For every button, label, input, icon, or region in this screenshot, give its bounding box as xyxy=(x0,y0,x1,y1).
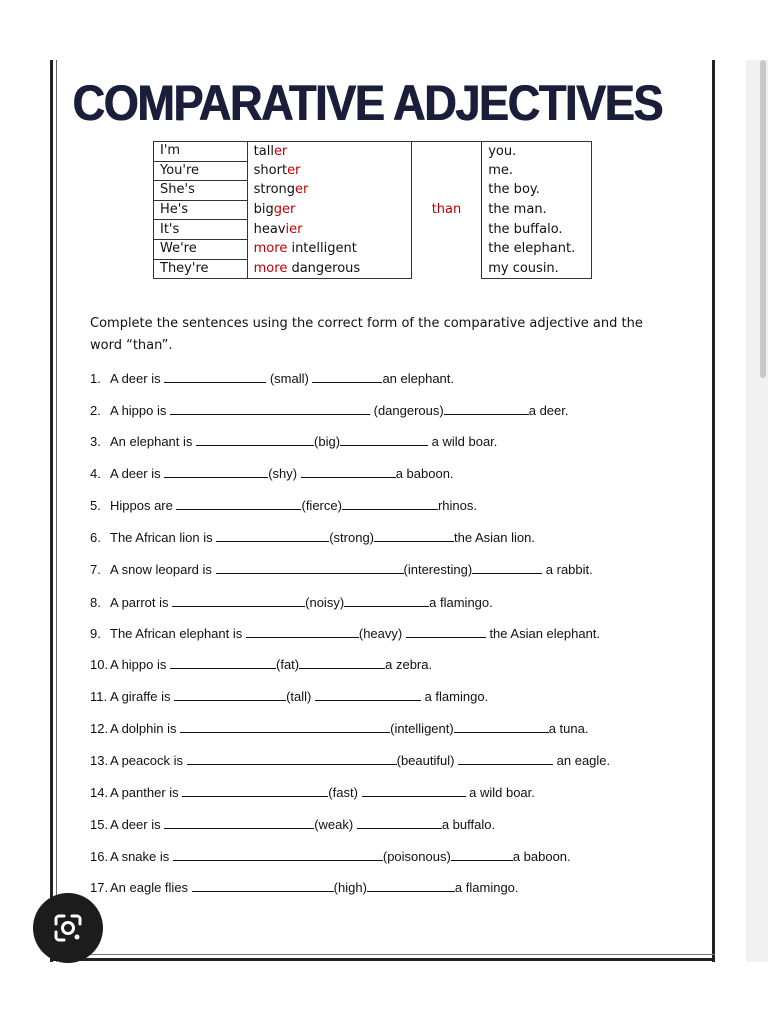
adjective-cell: bigger xyxy=(247,200,411,220)
exercise-item: 17. An eagle flies (high) a flamingo. xyxy=(90,880,519,895)
exercise-item: 12. A dolphin is (intelligent) a tuna. xyxy=(90,721,589,736)
exercise-item: 11. A giraffe is (tall) a flamingo. xyxy=(90,689,489,704)
table-row xyxy=(154,259,592,279)
adjective-cell: taller xyxy=(247,142,411,162)
exercise-item: 1. A deer is (small) an elephant. xyxy=(90,371,455,386)
exercise-item: 5. Hippos are (fierce) rhinos. xyxy=(90,498,477,513)
exercise-item: 9. The African elephant is (heavy) the Asian elephant. xyxy=(90,626,601,641)
subject-cell: They're xyxy=(154,259,248,279)
page-border-left xyxy=(50,60,53,962)
exercise-item: 10. A hippo is (fat) a zebra. xyxy=(90,657,433,672)
table-row xyxy=(154,200,592,220)
scrollbar-thumb[interactable] xyxy=(760,60,766,378)
object-cell: my cousin. xyxy=(482,259,592,279)
comparative-table xyxy=(153,141,592,279)
exercise-item: 6. The African lion is (strong) the Asian lion. xyxy=(90,530,535,545)
adjective-cell: more intelligent xyxy=(247,239,411,259)
object-cell: the man. xyxy=(482,200,592,220)
exercise-item: 16. A snake is (poisonous) a baboon. xyxy=(90,849,571,864)
exercise-item: 2. A hippo is (dangerous) a deer. xyxy=(90,403,569,418)
object-cell: me. xyxy=(482,161,592,181)
table-row xyxy=(154,239,592,259)
object-cell: the buffalo. xyxy=(482,220,592,240)
subject-cell: It's xyxy=(154,220,248,240)
than-cell: than xyxy=(411,142,481,279)
page-border-left-inner xyxy=(56,60,57,962)
subject-cell: He's xyxy=(154,200,248,220)
table-row xyxy=(154,161,592,181)
subject-cell: She's xyxy=(154,181,248,201)
instructions: Complete the sentences using the correct form of the comparative adjective and the word “than”. xyxy=(90,316,643,353)
worksheet-title: COMPARATIVE ADJECTIVES xyxy=(72,75,662,131)
page-border-bottom xyxy=(50,958,715,961)
subject-cell: I'm xyxy=(154,142,248,162)
exercise-item: 3. An elephant is (big) a wild boar. xyxy=(90,434,498,449)
exercise-item: 13. A peacock is (beautiful) an eagle. xyxy=(90,753,611,768)
table-row xyxy=(154,181,592,201)
subject-cell: You're xyxy=(154,161,248,181)
adjective-cell: more dangerous xyxy=(247,259,411,279)
object-cell: you. xyxy=(482,142,592,162)
exercise-item: 4. A deer is (shy) a baboon. xyxy=(90,466,454,481)
exercise-item: 15. A deer is (weak) a buffalo. xyxy=(90,817,496,832)
subject-cell: We're xyxy=(154,239,248,259)
adjective-cell: shorter xyxy=(247,161,411,181)
adjective-cell: stronger xyxy=(247,181,411,201)
page-border-bottom-inner xyxy=(50,954,715,955)
google-lens-icon xyxy=(50,910,86,946)
exercise-item: 7. A snow leopard is (interesting) a rabbit. xyxy=(90,562,593,577)
object-cell: the elephant. xyxy=(482,239,592,259)
table-row xyxy=(154,220,592,240)
adjective-cell: heavier xyxy=(247,220,411,240)
exercise-item: 8. A parrot is (noisy) a flamingo. xyxy=(90,595,493,610)
google-lens-button[interactable] xyxy=(33,893,103,963)
object-cell: the boy. xyxy=(482,181,592,201)
table-row xyxy=(154,142,592,162)
exercise-item: 14. A panther is (fast) a wild boar. xyxy=(90,785,535,800)
page-border-right xyxy=(712,60,715,962)
